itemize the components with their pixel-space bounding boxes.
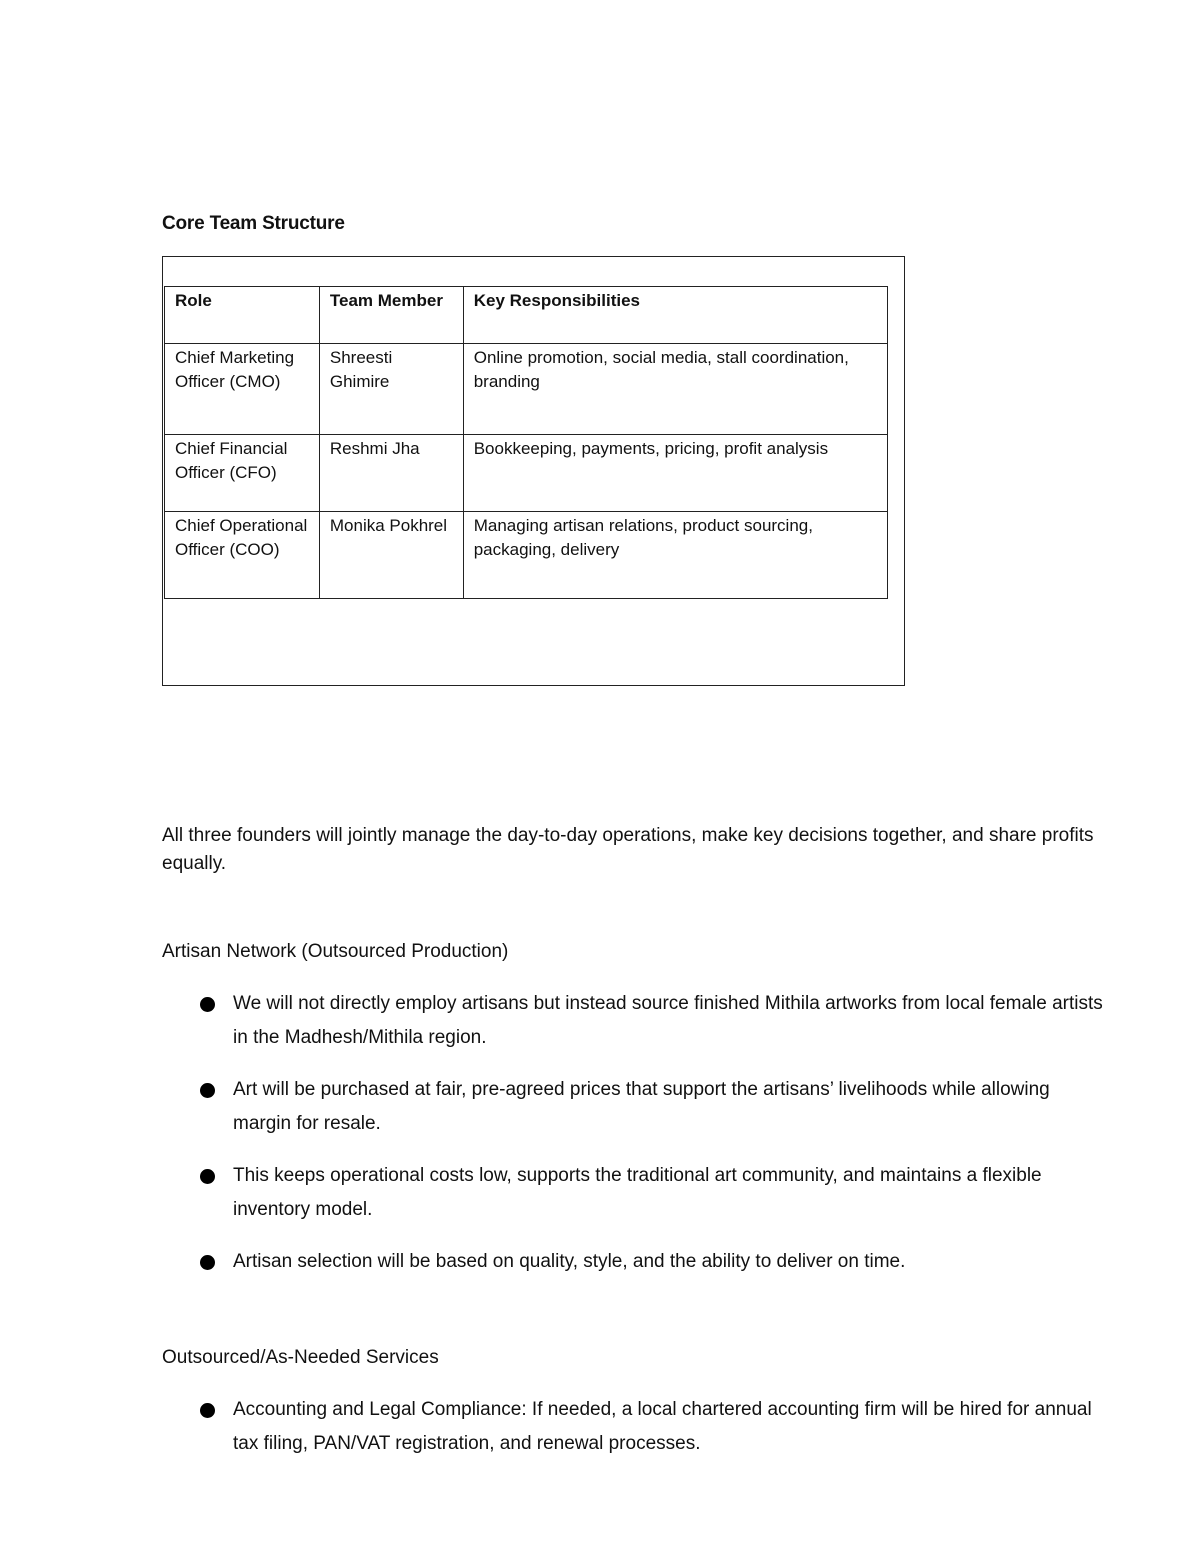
outsourced-services-heading: Outsourced/As-Needed Services	[162, 1347, 439, 1368]
bullet-icon	[200, 1403, 215, 1418]
role-cell: Chief Operational Officer (COO)	[165, 512, 320, 599]
header-key-responsibilities: Key Responsibilities	[463, 287, 887, 344]
role-cell: Chief Financial Officer (CFO)	[165, 435, 320, 512]
responsibilities-cell: Online promotion, social media, stall coordination, branding	[463, 344, 887, 435]
member-cell: Reshmi Jha	[319, 435, 463, 512]
artisan-network-heading: Artisan Network (Outsourced Production)	[162, 941, 509, 962]
list-item	[198, 987, 1103, 1055]
table-row	[165, 512, 888, 599]
responsibilities-cell: Bookkeeping, payments, pricing, profit analysis	[463, 435, 887, 512]
list-item-text: We will not directly employ artisans but instead source finished Mithila artworks from local female artists in the Madhesh/Mithila region.	[233, 993, 1103, 1048]
founders-paragraph: All three founders will jointly manage the day-to-day operations, make key decisions together, and share profits equally.	[162, 825, 1094, 874]
list-item	[198, 1393, 1103, 1461]
list-item-text: Art will be purchased at fair, pre-agreed prices that support the artisans’ livelihoods while allowing margin for resale.	[233, 1079, 1050, 1134]
table-row	[165, 344, 888, 435]
services-bullet-list	[198, 1393, 1103, 1479]
responsibilities-cell: Managing artisan relations, product sourcing, packaging, delivery	[463, 512, 887, 599]
list-item-text: Artisan selection will be based on quality, style, and the ability to deliver on time.	[233, 1251, 906, 1272]
header-role: Role	[165, 287, 320, 344]
header-team-member: Team Member	[319, 287, 463, 344]
member-cell: Shreesti Ghimire	[319, 344, 463, 435]
bullet-icon	[200, 1083, 215, 1098]
list-item	[198, 1159, 1103, 1227]
bullet-icon	[200, 997, 215, 1012]
bullet-icon	[200, 1169, 215, 1184]
section-heading: Core Team Structure	[162, 213, 345, 234]
team-table	[164, 286, 888, 599]
list-item	[198, 1073, 1103, 1141]
list-item	[198, 1245, 1103, 1279]
member-cell: Monika Pokhrel	[319, 512, 463, 599]
table-row	[165, 435, 888, 512]
artisan-bullet-list	[198, 987, 1103, 1297]
table-header-row	[165, 287, 888, 344]
bullet-icon	[200, 1255, 215, 1270]
list-item-text: Accounting and Legal Compliance: If needed, a local chartered accounting firm will be hired for annual tax filing, PAN/VAT registration, and renewal processes.	[233, 1399, 1092, 1454]
role-cell: Chief Marketing Officer (CMO)	[165, 344, 320, 435]
list-item-text: This keeps operational costs low, supports the traditional art community, and maintains a flexible inventory model.	[233, 1165, 1042, 1220]
